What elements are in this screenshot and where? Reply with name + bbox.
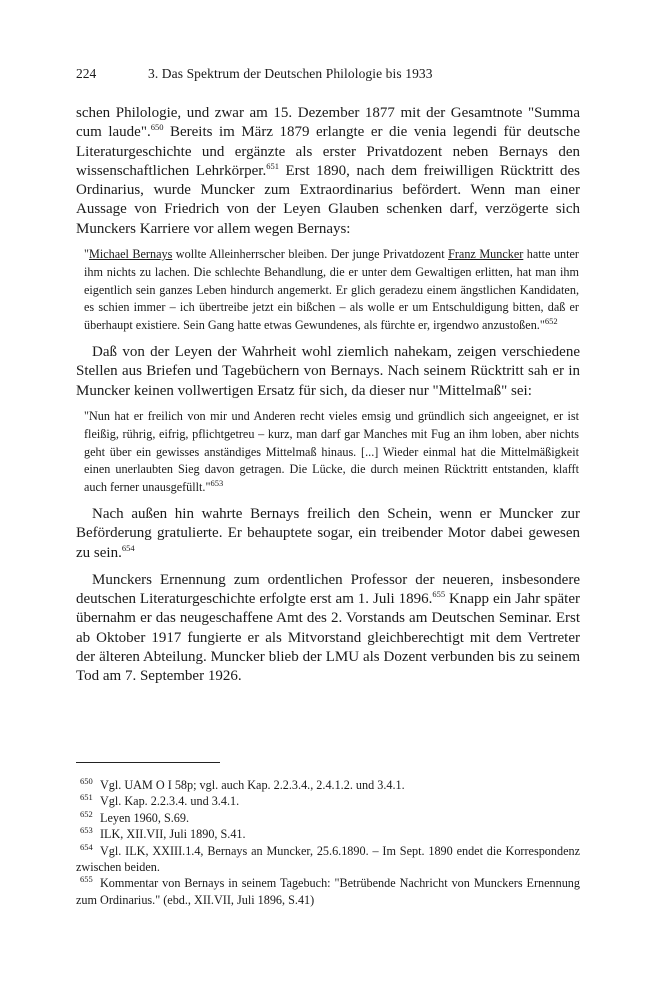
- footnote-ref-652[interactable]: 652: [544, 316, 558, 327]
- footnote-654: $^{654}$ Vgl. ILK, XXIII.1.4, Bernays an Muncker, 25.6.1890. – Im Sept. 1890 endet die Korrespondenz zwischen beiden.: [76, 841, 580, 875]
- footnote-651: $^{651}$ Vgl. Kap. 2.2.3.4. und 3.4.1.: [80, 792, 240, 809]
- page-number: 224: [76, 66, 97, 81]
- paragraph-3: Nach außen hin wahrte Bernays freilich den Schein, wenn er Muncker zur Beförderung gratulierte. Er behauptete sogar, ein treibender Motor dabei gewesen zu sein.$^{654}$: [76, 505, 580, 561]
- footnote-653: $^{653}$ ILK, XII.VII, Juli 1890, S.41.: [80, 825, 246, 842]
- footnote-650: $^{650}$ Vgl. UAM O I 58p; vgl. auch Kap. 2.2.3.4., 2.4.1.2. und 3.4.1.: [80, 775, 405, 792]
- block-quote-1: "Michael Bernays wollte Alleinherrscher bleiben. Der junge Privatdozent Franz Muncker hatte unter ihm nichts zu lachen. Die schlechte Behandlung, die er unter dem Gewaltigen erlitten, hat man ihm eigentlich sein ganzes Leben hindurch angemerkt. Er glich geradezu einem ängstlichen Kandidaten, es schien immer – ich übertreibe jetzt ein bißchen – als wolle er um Entschuldigung bitten, daß er überhaupt existiere. Sein Gang hatte etwas Gewundenes, als fürchte er, irgendwo anzustoßen."$^{652}$: [84, 247, 579, 333]
- running-head-title: 3. Das Spektrum der Deutschen Philologie bis 1933: [148, 66, 433, 81]
- footnote-655: $^{655}$ Kommentar von Bernays in seinem Tagebuch: "Betrübende Nachricht von Munckers Ernennung zum Ordinarius." (ebd., XII.VII, Juli 1896, S.41): [76, 874, 580, 907]
- footnote-ref-653[interactable]: 653: [210, 478, 224, 489]
- paragraph-2: Daß von der Leyen der Wahrheit wohl ziemlich nahekam, zeigen verschiedene Stellen aus Briefen und Tagebüchern von Bernays. Nach seinem Rücktritt sah er in Muncker keinen vollwertigen Ersatz für sich, da dieser nur "Mittelmaß" sei:: [76, 344, 580, 399]
- footnote-652: $^{652}$ Leyen 1960, S.69.: [80, 808, 190, 825]
- name-link-franz-muncker: Franz Muncker: [448, 247, 524, 262]
- paragraph-4: Munckers Ernennung zum ordentlichen Professor der neueren, insbesondere deutschen Literaturgeschichte erfolgte erst am 1. Juli 1896.$^{655}$ Knapp ein Jahr später übernahm er das neugeschaffene Amt des 2. Vorstands am Deutschen Seminar. Erst ab Oktober 1917 fungierte er als Mitvorstand gleichberechtigt mit dem Vertreter der älteren Abteilung. Muncker blieb der LMU als Dozent verbunden bis zu seinem Tod am 7. September 1926.: [76, 571, 580, 685]
- footnotes: [76, 762, 580, 908]
- footnote-ref-650[interactable]: 650: [150, 122, 164, 133]
- main-text: [76, 104, 580, 687]
- footnote-rule: [76, 762, 220, 763]
- running-head: [76, 66, 580, 84]
- footnote-ref-654[interactable]: 654: [121, 542, 135, 553]
- name-link-michael-bernays: Michael Bernays: [88, 247, 173, 262]
- paragraph-gap: [76, 563, 580, 571]
- footnote-ref-655[interactable]: 655: [432, 589, 446, 600]
- footnote-ref-651[interactable]: 651: [266, 160, 279, 171]
- paragraph-1: schen Philologie, und zwar am 15. Dezember 1877 mit der Gesamtnote "Summa cum laude".$^{650}$ Bereits im März 1879 erlangte er die venia legendi für deutsche Literaturgeschichte und ergänzte als erster Privatdozent neben Bernays den wissenschaftlichen Lehrkörper.$^{651}$ Erst 1890, nach dem freiwilligen Rücktritt des Ordinarius, wurde Muncker zum Extraordinarius befördert. Wenn man einer Aussage von Friedrich von der Leyen Glauben schenken darf, verzögerte sich Munckers Karriere vor allem wegen Bernays:: [76, 105, 580, 237]
- block-quote-2: "Nun hat er freilich von mir und Anderen recht vieles emsig und gründlich sich angeeignet, er ist fleißig, rührig, eifrig, pflichtgetreu – kurz, man darf gar Manches mit Fug an ihm loben, aber nichts geht über ein gewisses anständiges Mittelmaß hinaus. [...] Wieder einmal hat die Mittelmäßigkeit einen unerlaubten Sieg davon getragen. Die Lücke, die durch meinen Rücktritt entstanden, klafft auch ferner unausgefüllt."$^{653}$: [84, 408, 579, 495]
